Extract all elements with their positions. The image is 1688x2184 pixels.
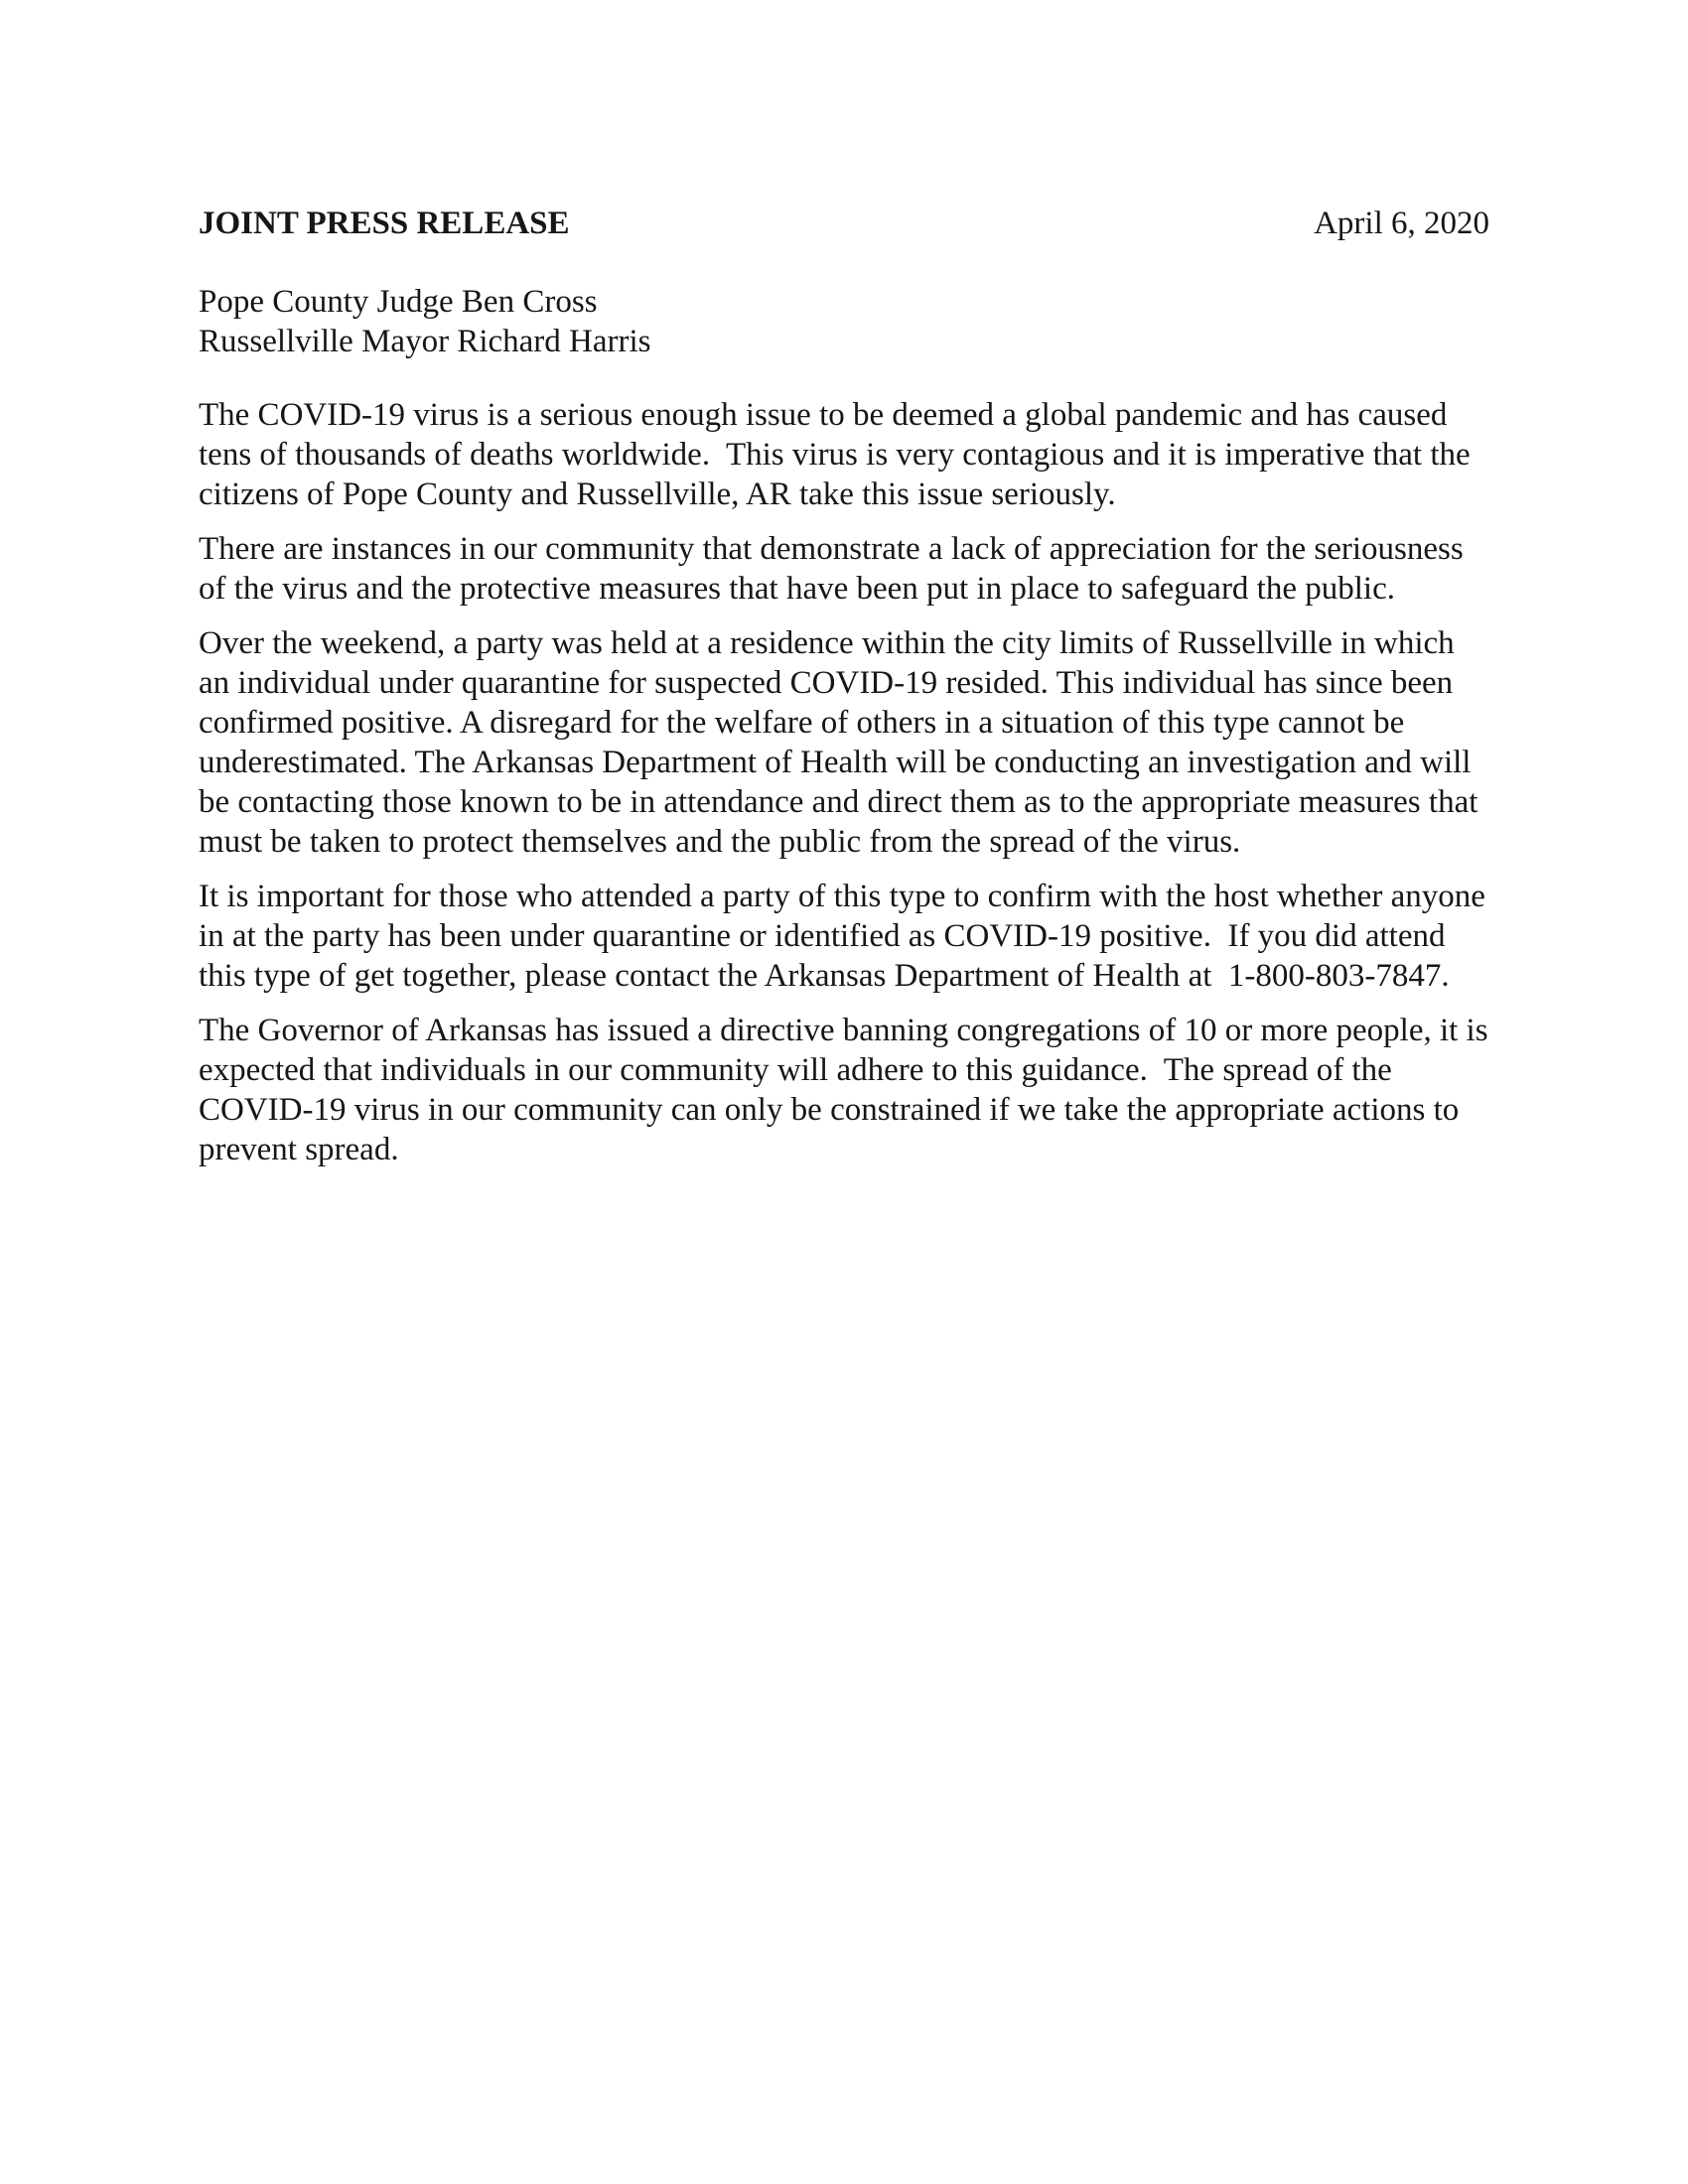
- document-date: April 6, 2020: [1314, 205, 1489, 241]
- paragraph-attendee-guidance: It is important for those who attended a party of this type to confirm with the host whether anyone in at the party has been under quarantine or identified as COVID-19 positive. If you did attend this type of get together, please contact the Arkansas Department of Health at 1-800-803-7847.: [199, 879, 1494, 994]
- paragraph-community-instances: There are instances in our community that demonstrate a lack of appreciation for the seriousness of the virus and the protective measures that have been put in place to safeguard the public.: [199, 531, 1472, 607]
- paragraph-weekend-party: Over the weekend, a party was held at a residence within the city limits of Russellville in which an individual under quarantine for suspected COVID-19 resided. This individual has since been confirmed positive. A disregard for the welfare of others in a situation of this type cannot be underestimated. The Arkansas Department of Health will be conducting an investigation and will be contacting those known to be in attendance and direct them as to the appropriate measures that must be taken to protect themselves and the public from the spread of the virus.: [199, 625, 1486, 860]
- author-line-county-judge: Pope County Judge Ben Cross: [199, 284, 598, 320]
- author-block: [199, 282, 1489, 361]
- document-header: [199, 204, 1489, 243]
- author-line-mayor: Russellville Mayor Richard Harris: [199, 324, 651, 359]
- page-title: JOINT PRESS RELEASE: [199, 205, 570, 241]
- document-body: [199, 395, 1496, 1169]
- paragraph-governor-directive: The Governor of Arkansas has issued a directive banning congregations of 10 or more people, it is expected that individuals in our community will adhere to this guidance. The spread of the COVID-19 virus in our community can only be constrained if we take the appropriate actions to prevent spread.: [199, 1013, 1496, 1167]
- paragraph-pandemic-severity: The COVID-19 virus is a serious enough issue to be deemed a global pandemic and has caused tens of thousands of deaths worldwide. This virus is very contagious and it is imperative that the citizens of Pope County and Russellville, AR take this issue seriously.: [199, 397, 1478, 512]
